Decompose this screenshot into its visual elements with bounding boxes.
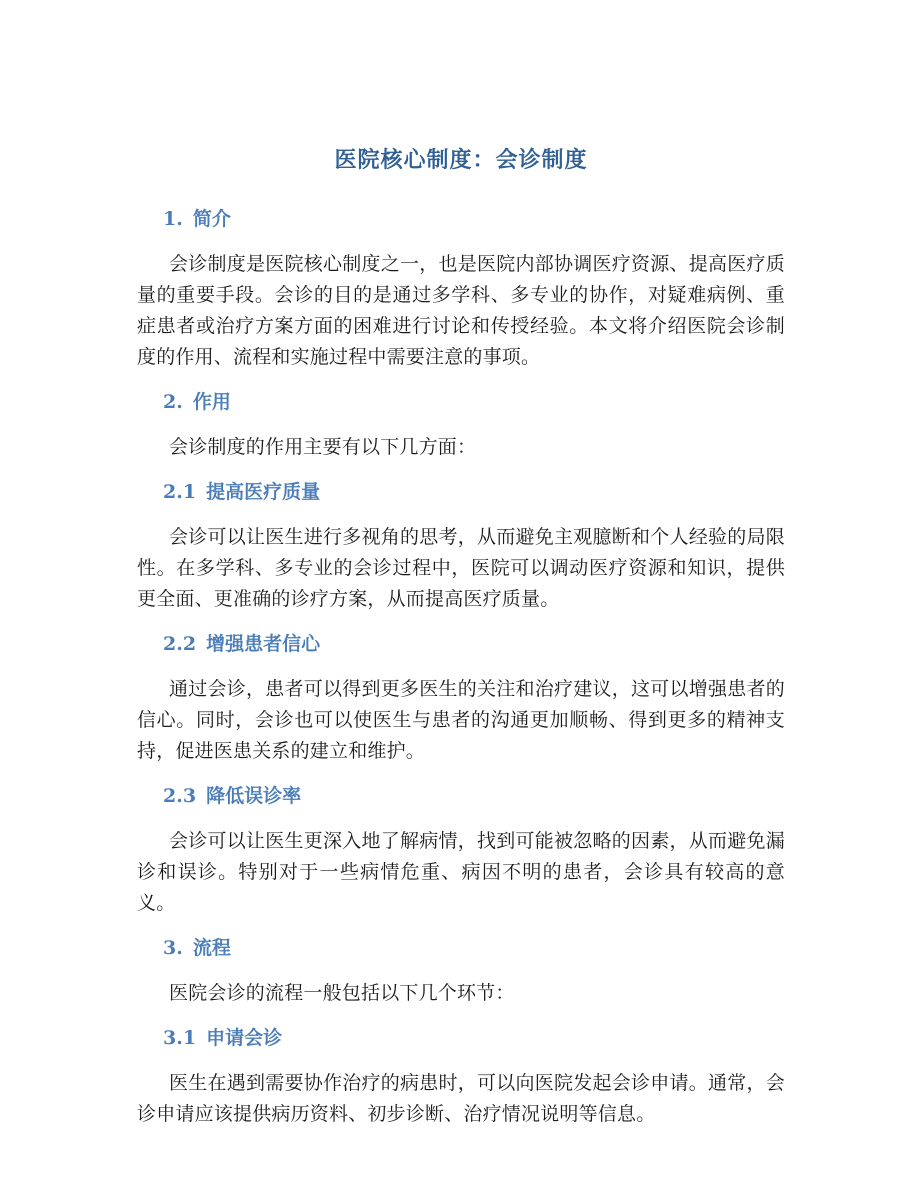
section-heading-misdiagnosis (137, 781, 785, 811)
document-title: 医院核心制度：会诊制度 (334, 147, 588, 173)
section-heading-text: 流程 (192, 937, 231, 959)
section-number: 1. (163, 208, 183, 230)
section-heading-process (137, 933, 785, 963)
section-number: 2.2 (163, 633, 197, 655)
paragraph-confidence: 通过会诊，患者可以得到更多医生的关注和治疗建议，这可以增强患者的信心。同时，会诊也可以使医生与患者的沟通更加顺畅、得到更多的精神支持，促进医患关系的建立和维护。 (137, 678, 785, 762)
section-number: 3. (163, 937, 183, 959)
paragraph-misdiagnosis: 会诊可以让医生更深入地了解病情，找到可能被忽略的因素，从而避免漏诊和误诊。特别对于一些病情危重、病因不明的患者，会诊具有较高的意义。 (137, 830, 785, 914)
section-number: 2.1 (163, 481, 197, 503)
section-heading-apply (137, 1023, 785, 1053)
section-heading-text: 申请会诊 (206, 1027, 283, 1049)
section-heading-intro (137, 204, 785, 234)
section-number: 2. (163, 391, 183, 413)
paragraph-quality: 会诊可以让医生进行多视角的思考，从而避免主观臆断和个人经验的局限性。在多学科、多专业的会诊过程中，医院可以调动医疗资源和知识，提供更全面、更准确的诊疗方案，从而提高医疗质量。 (137, 526, 785, 610)
section-heading-confidence (137, 629, 785, 659)
paragraph-apply: 医生在遇到需要协作治疗的病患时，可以向医院发起会诊申请。通常，会诊申请应该提供病历资料、初步诊断、治疗情况说明等信息。 (137, 1072, 785, 1125)
section-heading-quality (137, 477, 785, 507)
paragraph-function: 会诊制度的作用主要有以下几方面： (169, 436, 477, 458)
section-heading-text: 降低误诊率 (206, 785, 302, 807)
section-heading-text: 增强患者信心 (206, 633, 321, 655)
paragraph-intro: 会诊制度是医院核心制度之一，也是医院内部协调医疗资源、提高医疗质量的重要手段。会诊的目的是通过多学科、多专业的协作，对疑难病例、重症患者或治疗方案方面的困难进行讨论和传授经验。本文将介绍医院会诊制度的作用、流程和实施过程中需要注意的事项。 (137, 253, 785, 368)
section-number: 3.1 (163, 1027, 197, 1049)
section-heading-text: 简介 (192, 208, 231, 230)
document-content (137, 140, 785, 1130)
section-heading-text: 提高医疗质量 (206, 481, 321, 503)
section-heading-function (137, 387, 785, 417)
section-number: 2.3 (163, 785, 197, 807)
section-heading-text: 作用 (192, 391, 231, 413)
paragraph-process: 医院会诊的流程一般包括以下几个环节： (169, 982, 515, 1004)
